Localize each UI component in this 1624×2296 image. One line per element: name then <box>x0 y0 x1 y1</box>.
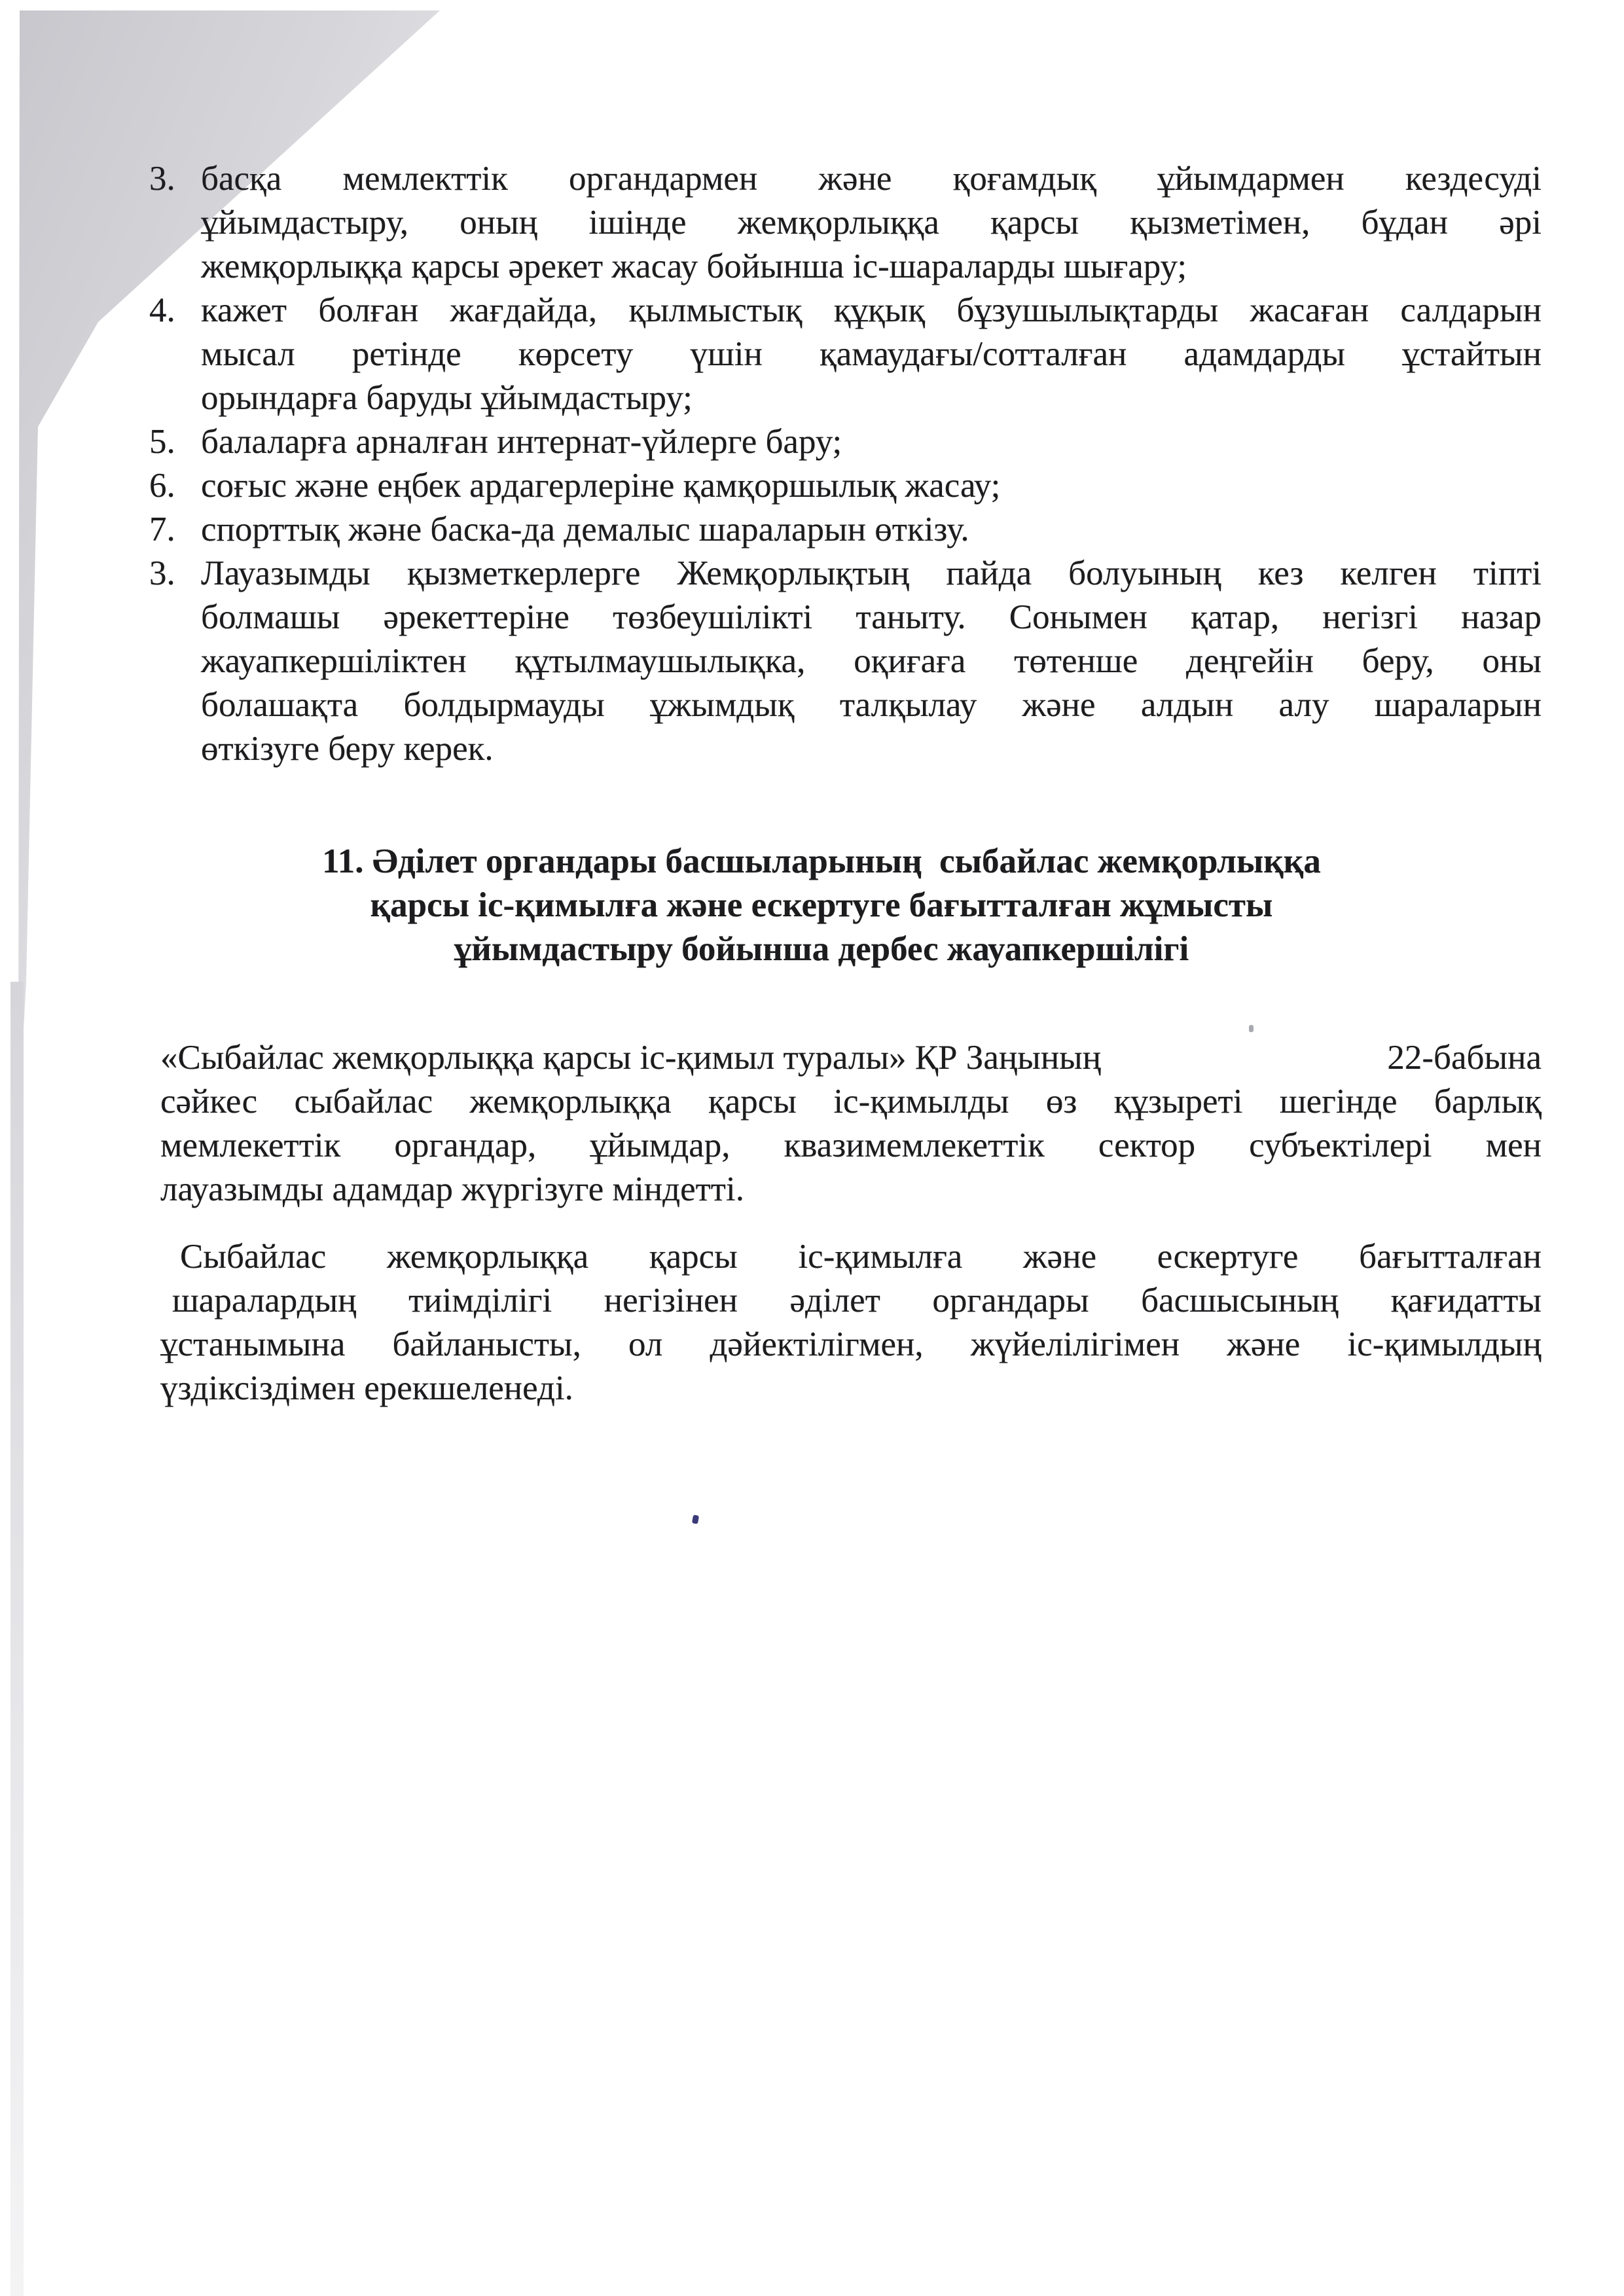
list-item-number: 5. <box>149 423 175 461</box>
paragraph <box>160 1235 1542 1410</box>
ink-speck-artifact <box>1249 1025 1254 1032</box>
text-line: ұстанымына байланысты, ол дәйектілігмен, жүйелілігімен және іс-қимылдың <box>160 1325 1542 1363</box>
text-line: балаларға арналған интернат-үйлерге бару; <box>201 423 842 461</box>
text-line <box>160 1036 1542 1080</box>
text-line: Лауазымды қызметкерлерге Жемқорлықтың пайда болуының кез келген тіпті <box>201 554 1542 592</box>
text-line: болмашы әрекеттеріне төзбеушілікті таныту. Сонымен қатар, негізгі назар <box>201 598 1542 636</box>
text-segment: 22-бабына <box>1387 1039 1542 1077</box>
paragraph <box>160 1036 1542 1211</box>
text-line: үздіксіздімен ерекшеленеді. <box>160 1369 573 1407</box>
list-item-number: 3. <box>149 160 175 198</box>
list-item <box>149 464 1542 508</box>
ink-dot-artifact <box>692 1515 699 1524</box>
document-content <box>149 157 1542 1410</box>
text-line: мемлекеттік органдар, ұйымдар, квазимемлекеттік сектор субъектілері мен <box>160 1126 1542 1164</box>
list-item <box>149 420 1542 464</box>
list-item-number: 4. <box>149 291 175 329</box>
list-item <box>149 552 1542 771</box>
text-line: Сыбайлас жемқорлыққа қарсы іс-қимылға және ескертуге бағытталған <box>180 1238 1542 1276</box>
text-line: лауазымды адамдар жүргізуге міндетті. <box>160 1170 744 1208</box>
heading-line: қарсы іс-қимылға және ескертуге бағытталған жұмысты <box>370 886 1273 924</box>
list-item <box>149 508 1542 552</box>
text-line: жемқорлыққа қарсы әрекет жасау бойынша іс-шараларды шығару; <box>201 247 1187 285</box>
text-line: өткізуге беру керек. <box>201 730 494 768</box>
list-item-number: 6. <box>149 467 175 505</box>
text-line: кажет болған жағдайда, қылмыстық құқық бұзушылықтарды жасаған салдарын <box>201 291 1542 329</box>
text-line: спорттық және баска-да демалыс шараларын өткізу. <box>201 511 969 548</box>
text-segment: «Сыбайлас жемқорлыққа қарсы іс-қимыл туралы» ҚР Заңының <box>160 1039 1102 1077</box>
text-line: басқа мемлекттік органдармен және қоғамдық ұйымдармен кездесуді <box>201 160 1542 198</box>
text-line: ұйымдастыру, оның ішінде жемқорлыққа қарсы қызметімен, бұдан әрі <box>201 204 1542 242</box>
heading-line: 11. Әділет органдары басшыларының сыбайлас жемқорлыққа <box>322 842 1321 880</box>
list-item <box>149 157 1542 289</box>
text-line: болашақта болдырмауды ұжымдық талқылау және алдын алу шараларын <box>201 686 1542 724</box>
text-line: мысал ретінде көрсету үшін қамаудағы/сотталған адамдарды ұстайтын <box>201 335 1542 373</box>
text-line: орындарға баруды ұйымдастыру; <box>201 379 693 417</box>
heading-line: ұйымдастыру бойынша дербес жауапкершілігі <box>454 930 1189 968</box>
list-item-number: 7. <box>149 511 175 548</box>
text-line: соғыс және еңбек ардагерлеріне қамқоршылық жасау; <box>201 467 1001 505</box>
text-line: жауапкершіліктен құтылмаушылықка, оқиғаға төтенше деңгейін беру, оны <box>201 642 1542 680</box>
page-edge-shadow <box>10 982 24 2296</box>
text-line: шаралардың тиімділігі негізінен әділет органдары басшысының қағидатты <box>172 1282 1542 1319</box>
section-heading <box>160 840 1483 971</box>
list-item-number: 3. <box>149 554 175 592</box>
list-item <box>149 289 1542 420</box>
text-line: сәйкес сыбайлас жемқорлыққа қарсы іс-қимылды өз құзыреті шегінде барлық <box>160 1083 1542 1121</box>
